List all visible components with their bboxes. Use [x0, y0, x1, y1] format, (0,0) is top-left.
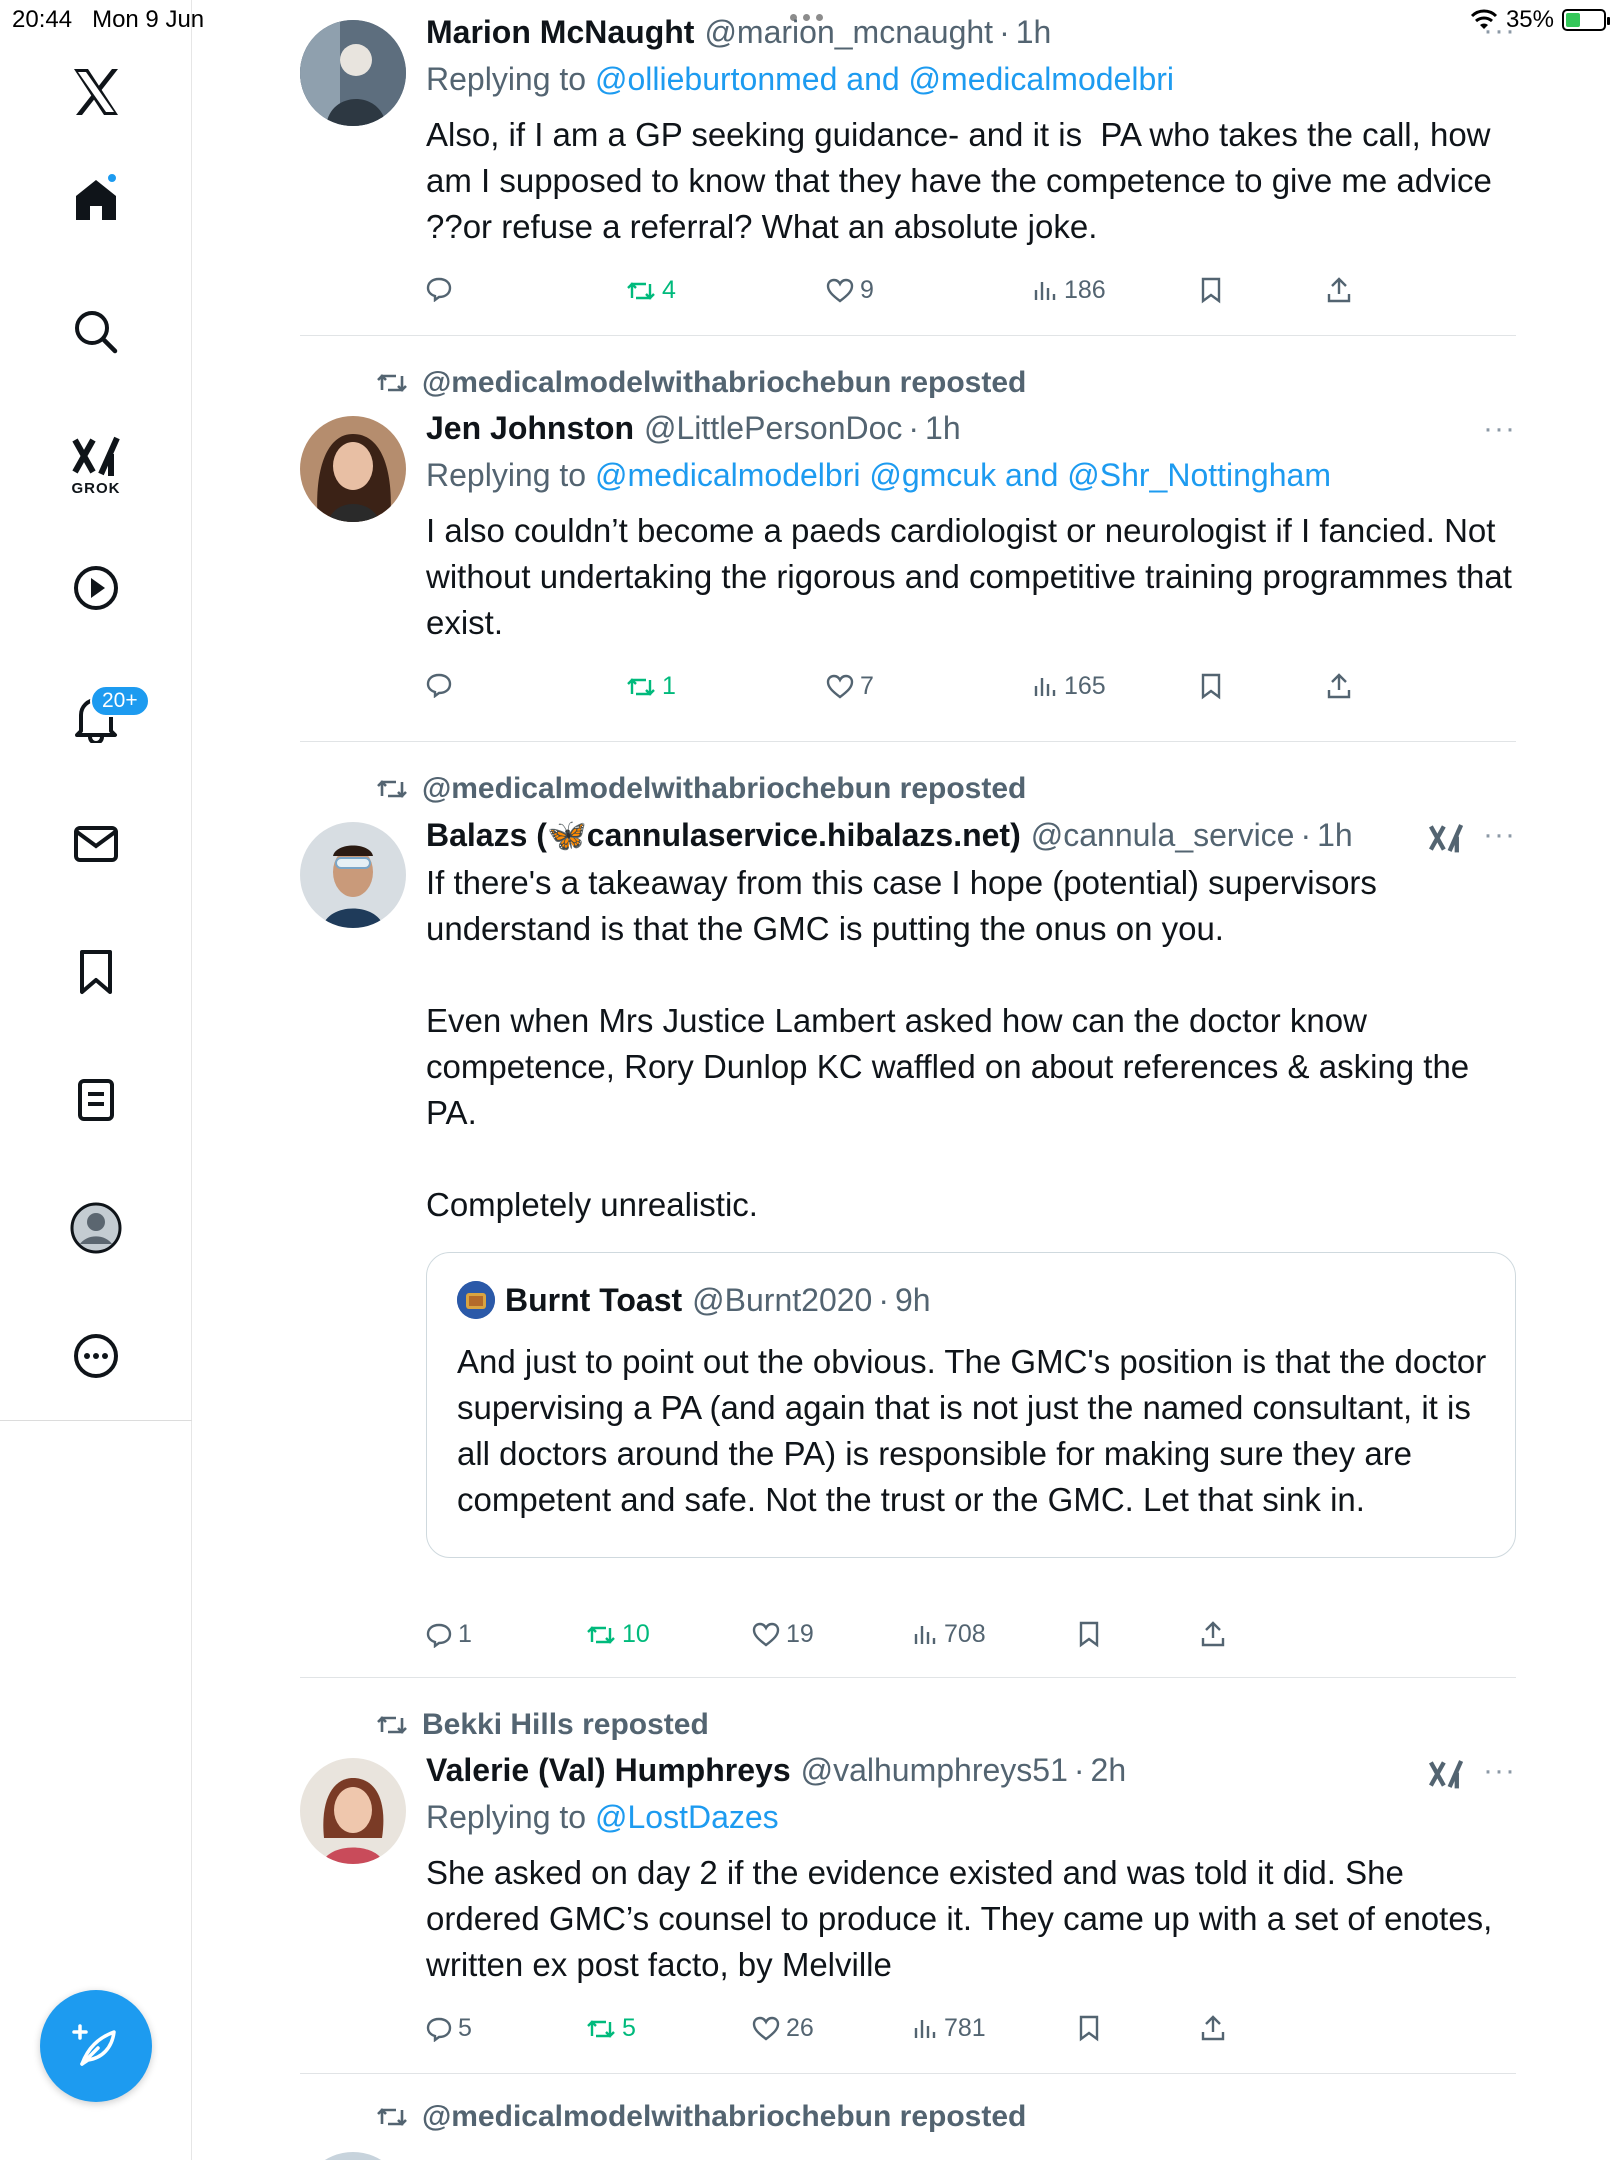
reply-icon — [426, 672, 452, 698]
reply-mentions-link[interactable]: @ollieburtonmed and @medicalmodelbri — [594, 61, 1175, 97]
like-button[interactable] — [826, 672, 874, 701]
tweet-actions — [426, 672, 1426, 712]
repost-icon — [626, 278, 656, 304]
author-name[interactable]: Valerie (Val) Humphreys — [426, 1752, 791, 1788]
views-button[interactable] — [1032, 672, 1106, 701]
timeline — [300, 0, 1522, 2160]
repost-context — [376, 2100, 1026, 2134]
repost-icon — [376, 2104, 408, 2130]
play-icon — [72, 564, 120, 612]
nav-explore[interactable] — [0, 304, 192, 360]
tweet-header: Marion McNaught @marion_mcnaught · 1h — [426, 14, 1052, 50]
reply-count: 5 — [458, 2014, 472, 2042]
quote-author-handle[interactable]: @Burnt2020 — [692, 1281, 873, 1318]
quote-header: Burnt Toast @Burnt2020 · 9h — [457, 1281, 931, 1319]
nav-videos[interactable] — [0, 560, 192, 616]
repost-button[interactable] — [586, 1620, 650, 1649]
tweet-header: Valerie (Val) Humphreys @valhumphreys51 · 2h — [426, 1752, 1127, 1788]
author-handle[interactable]: @cannula_service — [1030, 817, 1295, 853]
bookmark-icon — [1078, 1620, 1100, 1648]
share-button[interactable] — [1200, 1620, 1226, 1648]
avatar[interactable] — [300, 2152, 406, 2160]
more-options-icon[interactable]: ··· — [1483, 412, 1516, 445]
avatar[interactable] — [300, 1758, 406, 1864]
search-icon — [73, 309, 119, 355]
nav-more[interactable] — [0, 1328, 192, 1384]
compose-feather-icon — [68, 2018, 124, 2074]
repost-context — [376, 772, 1026, 806]
reposted-by[interactable]: @medicalmodelwithabriochebun reposted — [422, 366, 1027, 399]
repost-context — [376, 1708, 709, 1742]
views-count: 708 — [944, 1620, 986, 1648]
repost-button[interactable] — [626, 276, 676, 305]
quote-avatar[interactable] — [457, 1281, 495, 1319]
notifications-badge: 20+ — [90, 685, 150, 717]
like-button[interactable] — [752, 1620, 814, 1649]
tweet-actions — [426, 276, 1426, 316]
tweet-actions — [426, 2014, 1426, 2054]
views-chart-icon — [1032, 674, 1058, 700]
replying-to: Replying to @medicalmodelbri @gmcuk and @Shr_Nottingham — [426, 457, 1331, 493]
bookmark-icon — [1078, 2014, 1100, 2042]
sidebar-divider — [0, 1420, 192, 1421]
like-count: 7 — [860, 672, 874, 700]
share-icon — [1326, 276, 1352, 304]
author-name[interactable]: Jen Johnston — [426, 410, 635, 446]
grok-label: GROK — [71, 479, 121, 497]
replying-to: Replying to @LostDazes — [426, 1799, 779, 1835]
like-count: 9 — [860, 276, 874, 304]
tweet-content — [426, 410, 1522, 646]
tweet-text: Also, if I am a GP seeking guidance- and it is PA who takes the call, how am I supposed to know that they have the competence to give me advice ??or refuse a referral? What an absolute joke. — [426, 116, 1501, 245]
profile-avatar-icon — [70, 1202, 122, 1254]
quoted-tweet[interactable] — [426, 1252, 1516, 1558]
reply-icon — [426, 276, 452, 302]
repost-context — [376, 366, 1026, 400]
list-icon — [76, 1077, 116, 1123]
grok-icon — [71, 434, 121, 478]
author-name[interactable]: Marion McNaught — [426, 14, 695, 50]
battery-icon — [1562, 9, 1606, 31]
quote-author-name[interactable]: Burnt Toast — [505, 1281, 683, 1318]
reply-button[interactable] — [426, 2014, 472, 2043]
grok-explain-icon[interactable] — [1428, 822, 1464, 859]
views-button[interactable] — [912, 2014, 986, 2043]
tweet-time[interactable]: 1h — [925, 410, 961, 446]
grok-explain-icon[interactable] — [1428, 1758, 1464, 1795]
views-chart-icon — [912, 1622, 938, 1648]
repost-icon — [376, 776, 408, 802]
repost-count: 5 — [622, 2014, 636, 2042]
views-count: 165 — [1064, 672, 1106, 700]
like-count: 19 — [786, 1620, 814, 1648]
nav-home[interactable] — [0, 172, 192, 228]
x-logo-icon[interactable] — [0, 62, 192, 122]
quote-text: And just to point out the obvious. The GMC's position is that the doctor supervising a PA (and again that is not just the named consultant, it is all doctors around the PA) is responsible for making sure they are competent and safe. Not the trust or the GMC. Let that sink in. — [457, 1343, 1487, 1518]
heart-icon — [826, 278, 854, 304]
reply-mentions-link[interactable]: @medicalmodelbri @gmcuk and @Shr_Nottingham — [594, 457, 1331, 493]
nav-bookmarks[interactable] — [0, 944, 192, 1000]
tweet[interactable] — [300, 742, 1516, 1678]
reposted-by[interactable]: @medicalmodelwithabriochebun reposted — [422, 772, 1027, 805]
tweet-actions — [426, 1620, 1426, 1660]
avatar[interactable] — [300, 20, 406, 126]
repost-button[interactable] — [626, 672, 676, 701]
views-chart-icon — [1032, 278, 1058, 304]
mail-icon — [73, 824, 119, 864]
tweet[interactable] — [300, 2074, 1516, 2160]
share-icon — [1200, 2014, 1226, 2042]
share-button[interactable] — [1326, 276, 1352, 304]
repost-count: 4 — [662, 276, 676, 304]
reposted-by[interactable]: Bekki Hills reposted — [422, 1708, 709, 1741]
share-icon — [1326, 672, 1352, 700]
reply-button[interactable] — [426, 276, 458, 302]
tweet-text: If there's a takeaway from this case I hope (potential) supervisors understand is that the GMC is putting the onus on you. Even when Mrs Justice Lambert asked how can the doctor know competence, Rory Dunlop KC waffled on about references & asking the PA. Completely unrealistic. — [426, 864, 1470, 1223]
like-button[interactable] — [752, 2014, 814, 2043]
quote-time[interactable]: 9h — [894, 1281, 931, 1318]
nav-grok[interactable] — [0, 428, 192, 502]
reply-icon — [426, 1622, 452, 1648]
share-icon — [1200, 1620, 1226, 1648]
heart-icon — [752, 2016, 780, 2042]
views-button[interactable] — [912, 1620, 986, 1649]
reply-button[interactable] — [426, 1620, 472, 1649]
avatar[interactable] — [300, 416, 406, 522]
bookmark-icon — [1200, 276, 1222, 304]
repost-icon — [376, 1712, 408, 1738]
replying-to: Replying to @ollieburtonmed and @medicalmodelbri — [426, 61, 1175, 97]
repost-icon — [586, 1622, 616, 1648]
more-options-icon[interactable]: ··· — [1483, 818, 1516, 851]
views-count: 781 — [944, 2014, 986, 2042]
tweet-text: She asked on day 2 if the evidence existed and was told it did. She ordered GMC’s counsel to produce it. They came up with a set of enotes, written ex post facto, by Melville — [426, 1854, 1502, 1983]
more-circle-icon — [72, 1332, 120, 1380]
tweet-text: I also couldn’t become a paeds cardiologist or neurologist if I fancied. Not without undertaking the rigorous and competitive training programmes that exist. — [426, 512, 1522, 641]
tweet[interactable] — [300, 0, 1516, 336]
compose-button[interactable] — [40, 1990, 152, 2102]
bookmark-button[interactable] — [1200, 276, 1222, 304]
repost-count: 10 — [622, 1620, 650, 1648]
repost-icon — [586, 2016, 616, 2042]
tweet[interactable] — [300, 336, 1522, 742]
like-button[interactable] — [826, 276, 874, 305]
like-count: 26 — [786, 2014, 814, 2042]
tweet-header: Balazs (🦋cannulaservice.hibalazs.net) @cannula_service · 1h — [426, 817, 1353, 853]
home-unread-dot — [106, 172, 118, 184]
views-button[interactable] — [1032, 276, 1106, 305]
nav-messages[interactable] — [0, 816, 192, 872]
reply-mentions-link[interactable]: @LostDazes — [594, 1799, 779, 1835]
bookmark-icon — [1200, 672, 1222, 700]
avatar[interactable] — [300, 822, 406, 928]
author-handle[interactable]: @LittlePersonDoc — [644, 410, 903, 446]
repost-button[interactable] — [586, 2014, 636, 2043]
repost-icon — [376, 370, 408, 396]
repost-icon — [626, 674, 656, 700]
tweet-header: Jen Johnston @LittlePersonDoc · 1h — [426, 410, 961, 446]
author-handle[interactable]: @marion_mcnaught — [704, 14, 994, 50]
reposted-by[interactable]: @medicalmodelwithabriochebun reposted — [422, 2100, 1027, 2133]
tweet-content — [426, 14, 1516, 250]
tweet-content — [426, 1752, 1516, 1988]
repost-count: 1 — [662, 672, 676, 700]
reply-count: 1 — [458, 1620, 472, 1648]
sidebar — [0, 0, 192, 2160]
heart-icon — [826, 674, 854, 700]
bookmark-button[interactable] — [1078, 2014, 1100, 2042]
bookmark-icon — [76, 948, 116, 996]
tweet-content — [426, 816, 1516, 1228]
bookmark-button[interactable] — [1200, 672, 1222, 700]
battery-percent: 35% — [1505, 6, 1554, 33]
share-button[interactable] — [1200, 2014, 1226, 2042]
nav-lists[interactable] — [0, 1072, 192, 1128]
views-count: 186 — [1064, 276, 1106, 304]
more-options-icon[interactable]: ··· — [1483, 14, 1516, 47]
views-chart-icon — [912, 2016, 938, 2042]
bookmark-button[interactable] — [1078, 1620, 1100, 1648]
heart-icon — [752, 1622, 780, 1648]
reply-icon — [426, 2016, 452, 2042]
more-options-icon[interactable]: ··· — [1483, 1754, 1516, 1787]
author-name[interactable]: Balazs (🦋cannulaservice.hibalazs.net) — [426, 817, 1021, 853]
reply-button[interactable] — [426, 672, 458, 698]
tweet-time[interactable]: 1h — [1317, 817, 1353, 853]
nav-profile[interactable] — [0, 1200, 192, 1256]
share-button[interactable] — [1326, 672, 1352, 700]
tweet[interactable] — [300, 1678, 1516, 2074]
tweet-time[interactable]: 1h — [1015, 14, 1052, 50]
tweet-time[interactable]: 2h — [1090, 1752, 1127, 1788]
author-handle[interactable]: @valhumphreys51 — [800, 1752, 1068, 1788]
status-time: 20:44 Mon 9 Jun — [12, 6, 205, 33]
